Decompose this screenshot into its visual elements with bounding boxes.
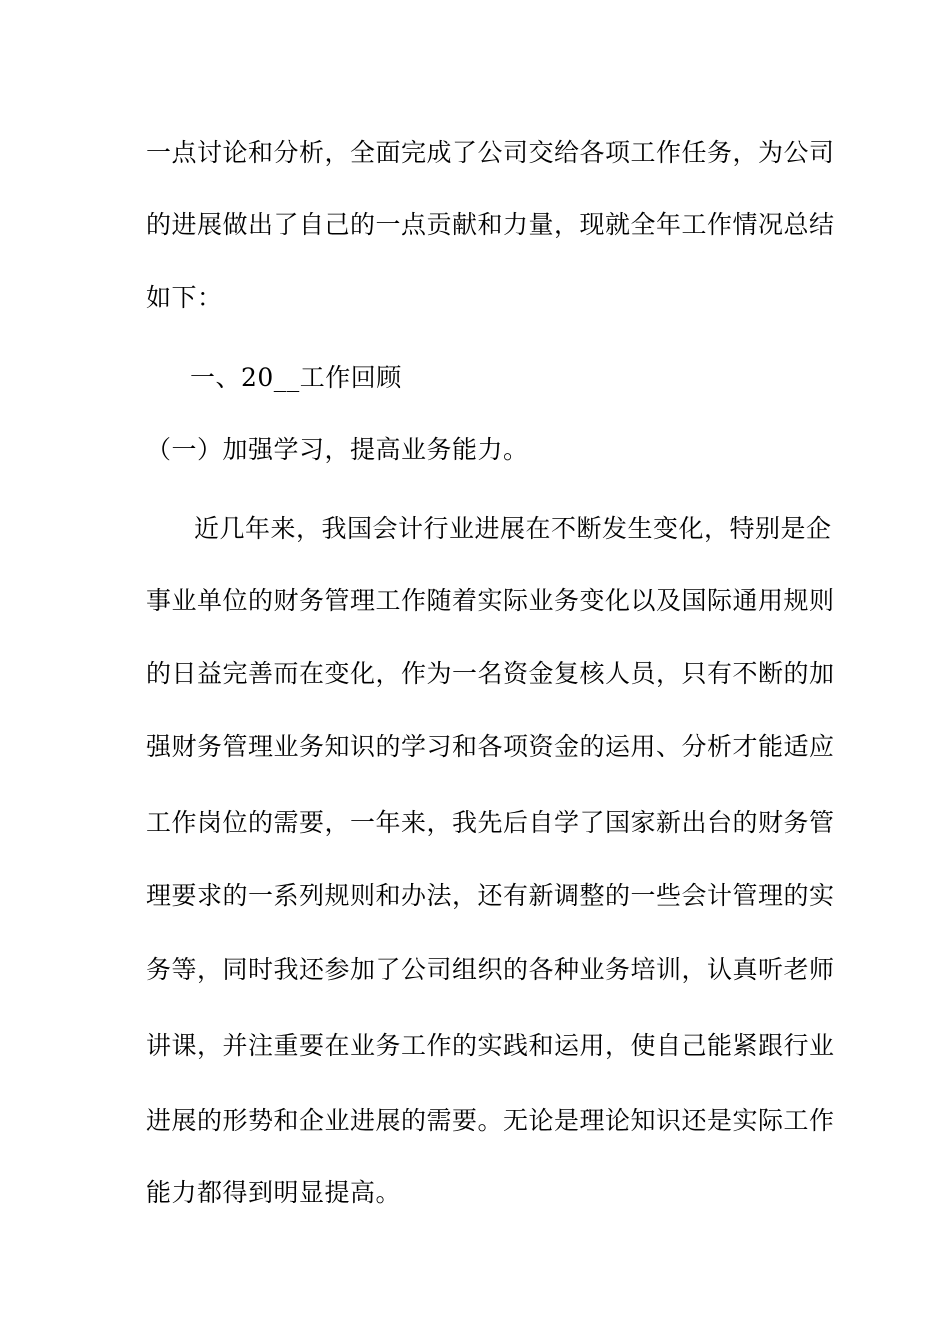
text-line-1: 一点讨论和分析，全面完成了公司交给各项工作任务，为公司 bbox=[146, 138, 835, 167]
paragraph-line-9: 进展的形势和企业进展的需要。无论是理论知识还是实际工作 bbox=[146, 1106, 835, 1135]
section-heading: 一、20__工作回顾 bbox=[190, 363, 402, 392]
text-line-2: 的进展做出了自己的一点贡献和力量，现就全年工作情况总结 bbox=[146, 210, 835, 239]
paragraph-line-5: 工作岗位的需要，一年来，我先后自学了国家新出台的财务管 bbox=[146, 808, 835, 837]
subsection-heading: （一）加强学习，提高业务能力。 bbox=[146, 435, 529, 464]
text-line-3: 如下： bbox=[146, 283, 223, 312]
paragraph-line-1: 近几年来，我国会计行业进展在不断发生变化，特别是企 bbox=[194, 514, 832, 543]
paragraph-line-4: 强财务管理业务知识的学习和各项资金的运用、分析才能适应 bbox=[146, 732, 835, 761]
paragraph-line-6: 理要求的一系列规则和办法，还有新调整的一些会计管理的实 bbox=[146, 881, 835, 910]
paragraph-line-2: 事业单位的财务管理工作随着实际业务变化以及国际通用规则 bbox=[146, 586, 835, 615]
paragraph-line-8: 讲课，并注重要在业务工作的实践和运用，使自己能紧跟行业 bbox=[146, 1031, 835, 1060]
paragraph-line-3: 的日益完善而在变化，作为一名资金复核人员，只有不断的加 bbox=[146, 659, 835, 688]
paragraph-line-10: 能力都得到明显提高。 bbox=[146, 1178, 402, 1207]
paragraph-line-7: 务等，同时我还参加了公司组织的各种业务培训，认真听老师 bbox=[146, 955, 835, 984]
